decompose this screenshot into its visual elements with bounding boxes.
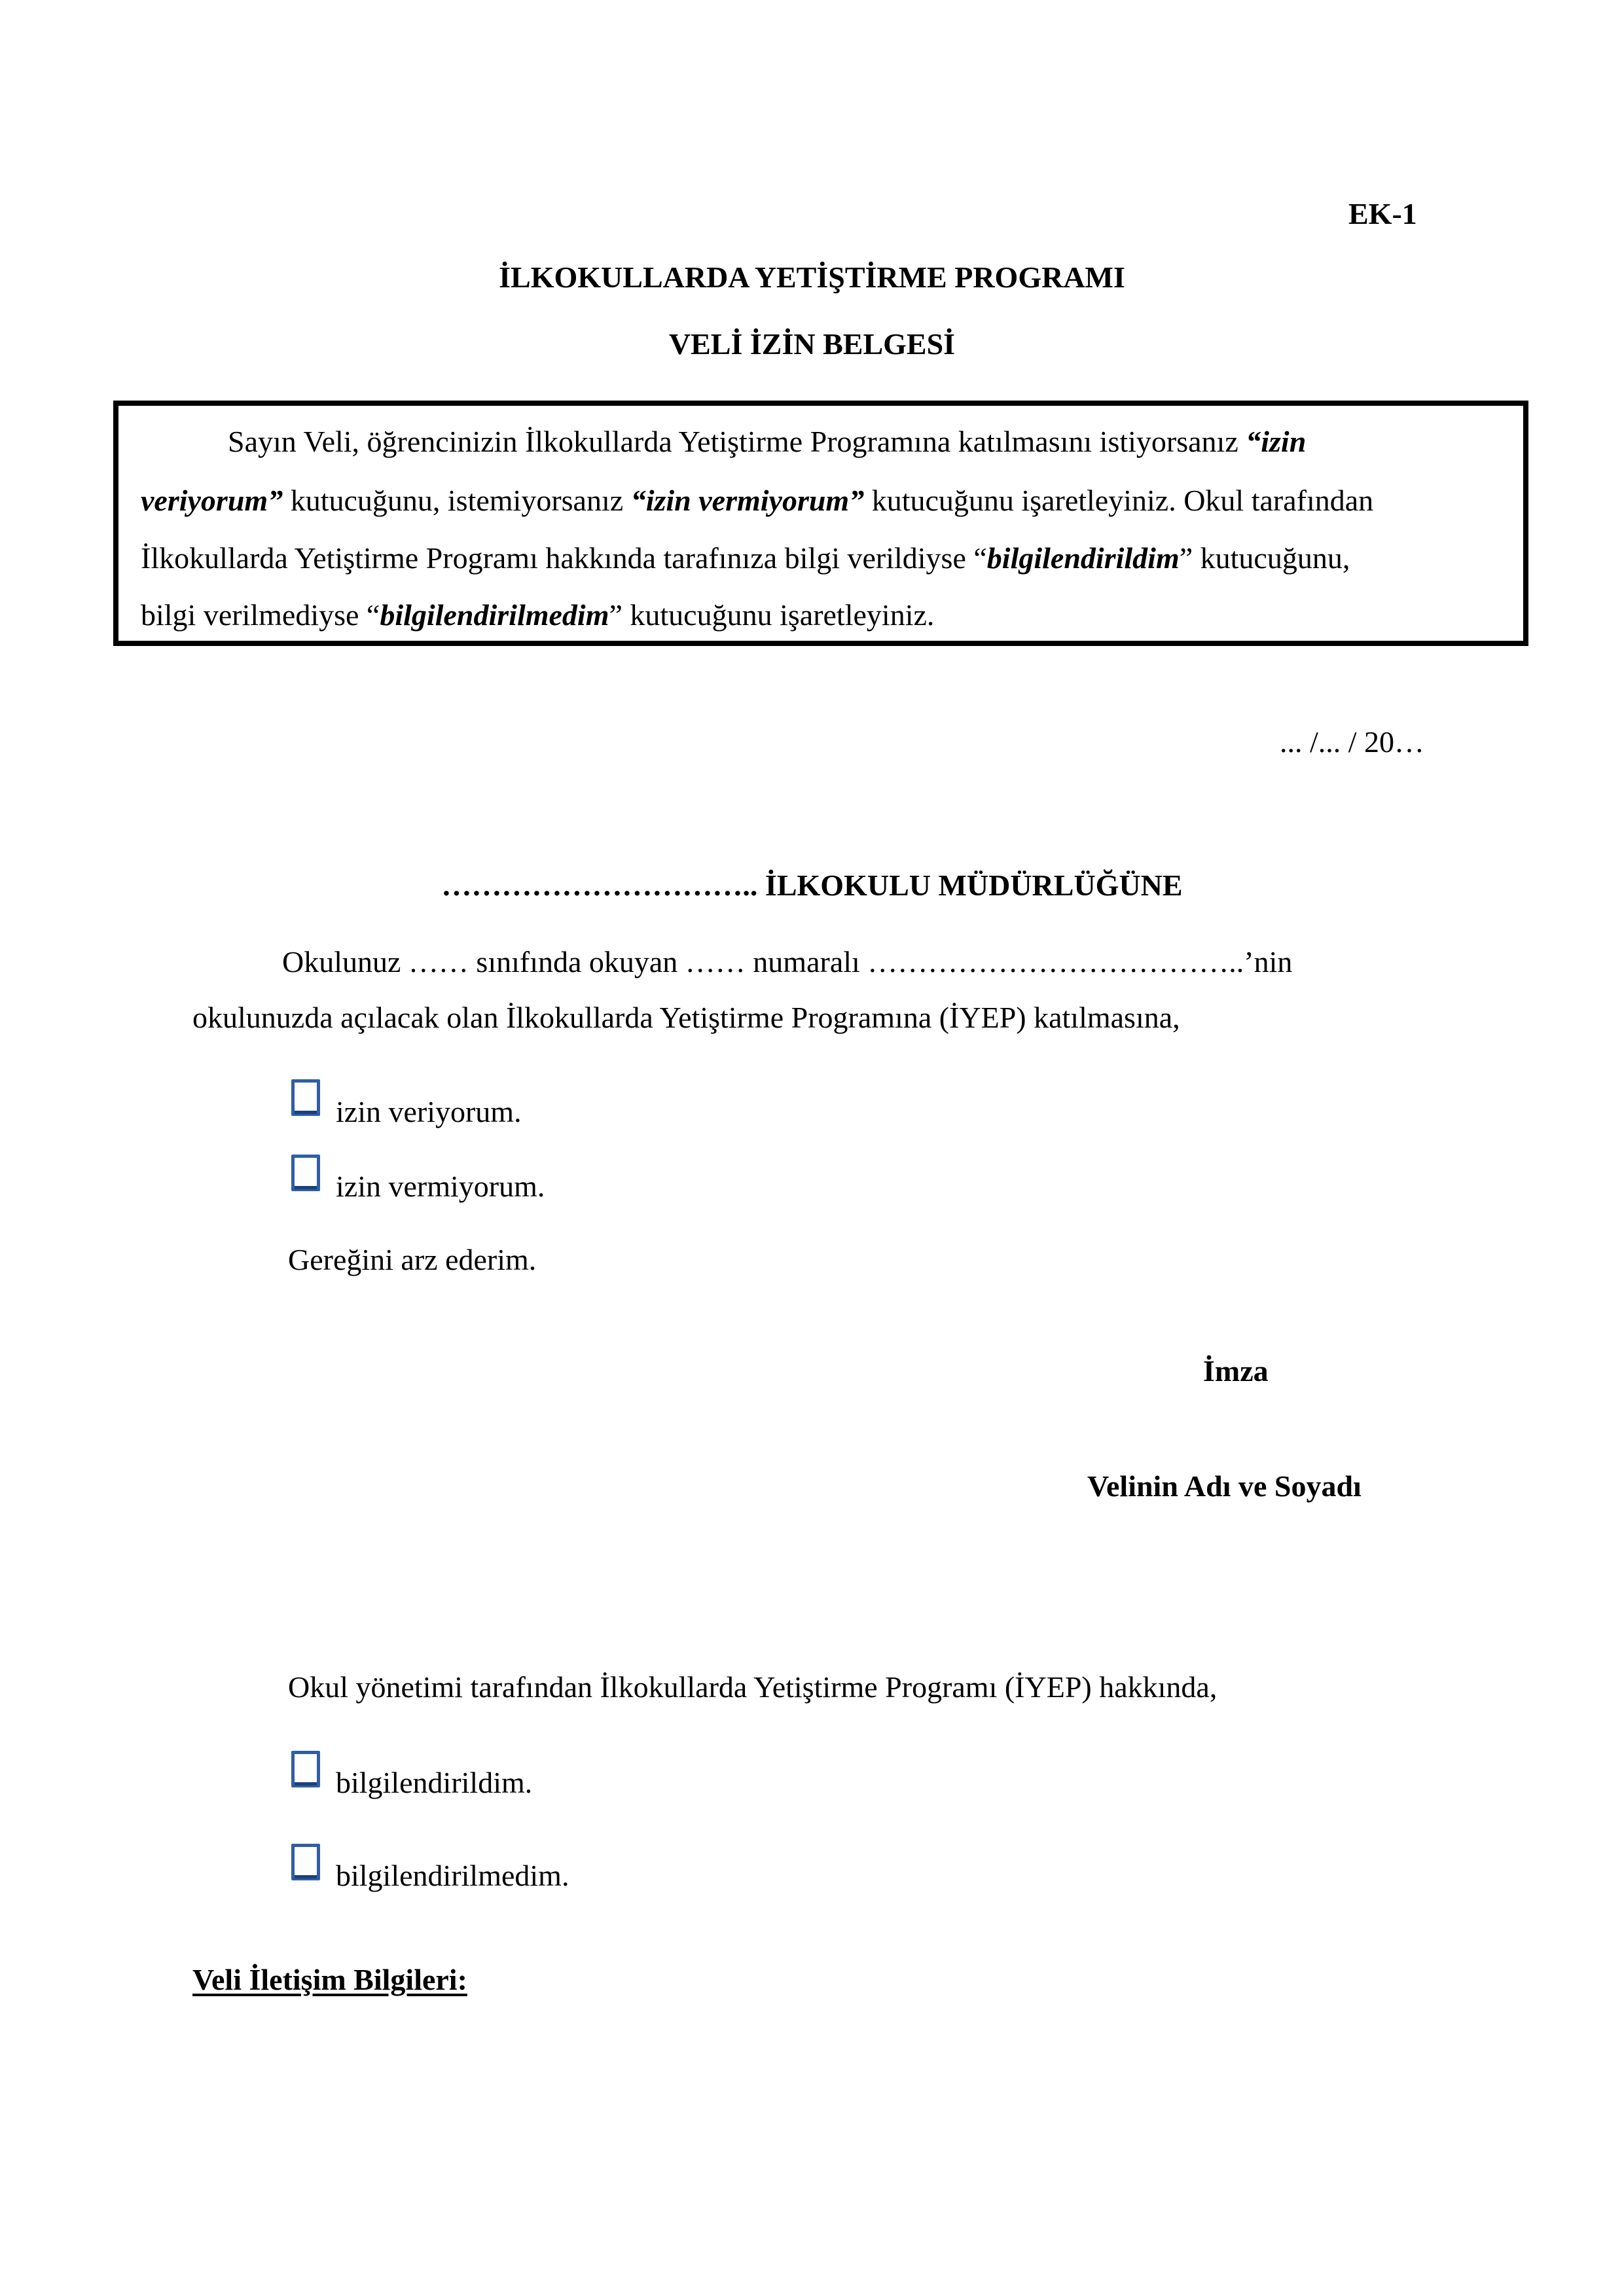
- annex-label: EK-1: [1348, 197, 1417, 230]
- school-info-statement: Okul yönetimi tarafından İlkokullarda Yetiştirme Programı (İYEP) hakkında,: [288, 1670, 1218, 1704]
- instruction-line-3: İlkokullarda Yetiştirme Programı hakkında tarafınıza bilgi verildiyse “bilgilendirildim” kutucuğunu,: [141, 541, 1350, 575]
- consent-yes-label: izin veriyorum.: [336, 1095, 522, 1128]
- not-informed-label: bilgilendirilmedim.: [336, 1859, 569, 1892]
- instruction-box: [113, 401, 1528, 646]
- instruction-line-2: veriyorum” kutucuğunu, istemiyorsanız “izin vermiyorum” kutucuğunu işaretleyiniz. Okul tarafından: [141, 484, 1374, 517]
- instruction-line-4: bilgi verilmediyse “bilgilendirilmedim” kutucuğunu işaretleyiniz.: [141, 598, 935, 632]
- request-line-2: okulunuzda açılacak olan İlkokullarda Yetiştirme Programına (İYEP) katılmasına,: [192, 1001, 1180, 1034]
- instruction-line-1: Sayın Veli, öğrencinizin İlkokullarda Yetiştirme Programına katılmasını istiyorsanız “izin: [228, 425, 1307, 458]
- closing-text: Gereğini arz ederim.: [288, 1243, 537, 1276]
- contact-info-heading: Veli İletişim Bilgileri:: [192, 1963, 467, 1996]
- date-field: ... /... / 20…: [1279, 725, 1424, 759]
- informed-label: bilgilendirildim.: [336, 1766, 533, 1799]
- not-informed-checkbox[interactable]: [291, 1844, 320, 1880]
- consent-no-checkbox[interactable]: [291, 1155, 320, 1191]
- title-line-1: İLKOKULLARDA YETİŞTİRME PROGRAMI: [499, 260, 1125, 294]
- informed-checkbox[interactable]: [291, 1751, 320, 1787]
- addressee-heading: ………………………….. İLKOKULU MÜDÜRLÜĞÜNE: [441, 869, 1183, 902]
- consent-no-label: izin vermiyorum.: [336, 1170, 545, 1203]
- consent-yes-checkbox[interactable]: [291, 1079, 320, 1116]
- request-line-1: Okulunuz …… sınıfında okuyan …… numaralı ………………………………..’nin: [282, 945, 1293, 978]
- parent-name-label: Velinin Adı ve Soyadı: [1087, 1469, 1362, 1503]
- signature-label: İmza: [1203, 1354, 1269, 1388]
- title-line-2: VELİ İZİN BELGESİ: [668, 327, 956, 361]
